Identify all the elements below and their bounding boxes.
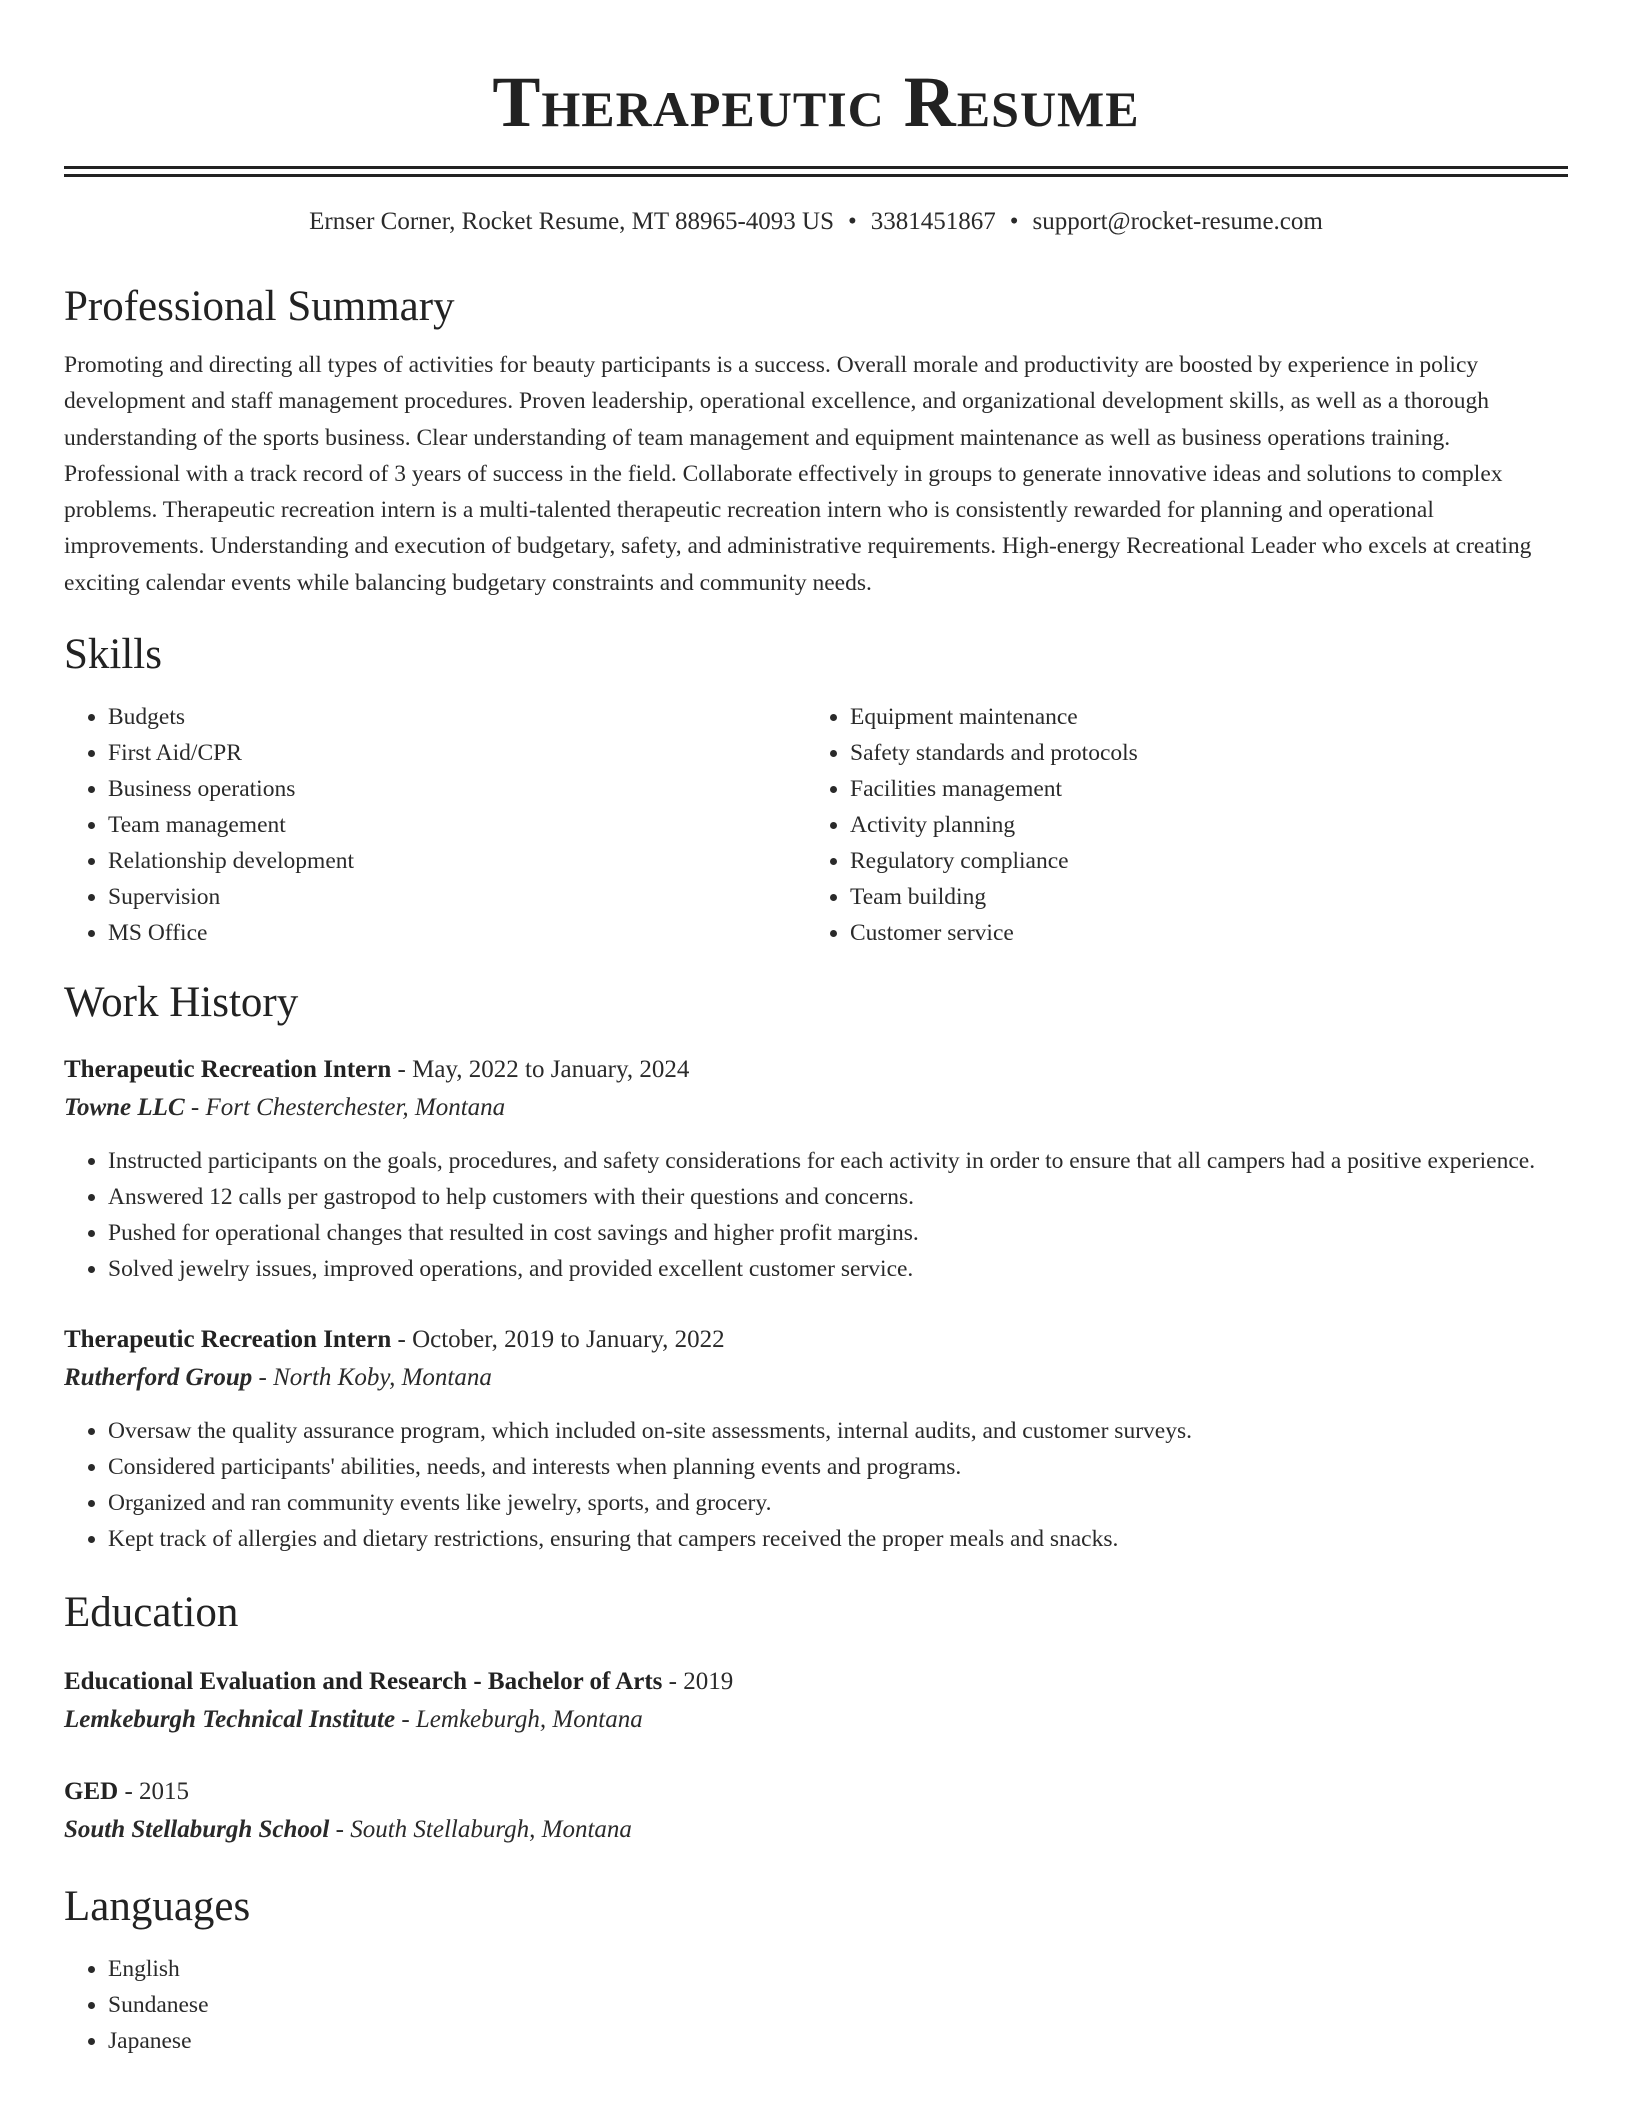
school-name: Lemkeburgh Technical Institute — [64, 1706, 396, 1734]
skills-heading: Skills — [64, 631, 162, 679]
education-heading: Education — [64, 1589, 239, 1637]
company-location: - Fort Chesterchester, Montana — [184, 1094, 506, 1122]
skills-list — [64, 699, 1568, 951]
summary-text: Promoting and directing all types of activities for beauty participants is a success. Overall morale and productivity are boosted by experience in policy development and staff management procedures. Proven leadership, operational excellence, and organizational development skills, as well as a thorough understanding of the sports business. Clear understanding of team management and equipment maintenance as well as business operations training. Professional with a track record of 3 years of success in the field. Collaborate effectively in groups to generate innovative ideas and solutions to complex problems. Therapeutic recreation intern is a multi-talented therapeutic recreation intern who is consistently rewarded for planning and operational improvements. Understanding and execution of budgetary, safety, and administrative requirements. High-energy Recreational Leader who excels at creating exciting calendar events while balancing budgetary constraints and community needs. — [64, 352, 1532, 596]
skill-item: • First Aid/CPR — [108, 735, 806, 771]
summary-heading: Professional Summary — [64, 283, 455, 330]
education-entry — [64, 1663, 1568, 1739]
skill-item: • Business operations — [108, 771, 806, 807]
job-bullet: • Instructed participants on the goals, procedures, and safety considerations for each activity in order to ensure that all campers had a positive experience. — [108, 1143, 1568, 1179]
job-title: Therapeutic Recreation Intern — [64, 1326, 392, 1354]
skill-item: • Team building — [850, 879, 1548, 915]
job-title: Therapeutic Recreation Intern — [64, 1056, 392, 1084]
school-location: - South Stellaburgh, Montana — [329, 1816, 632, 1844]
degree-name: GED — [64, 1778, 119, 1806]
resume-page — [64, 0, 1568, 2059]
skills-column-right — [806, 699, 1548, 951]
job-entry — [64, 1321, 1568, 1557]
degree-year: - 2015 — [118, 1778, 190, 1806]
company-name: Rutherford Group — [64, 1364, 253, 1392]
skill-item: • Customer service — [850, 915, 1548, 951]
job-dates: - October, 2019 to January, 2022 — [391, 1326, 725, 1354]
contact-address: Ernser Corner, Rocket Resume, MT 88965-4093 US — [309, 208, 835, 235]
languages-heading: Languages — [64, 1883, 251, 1931]
language-item: • English — [108, 1951, 1568, 1987]
skill-item: • Team management — [108, 807, 806, 843]
work-history-heading: Work History — [64, 979, 299, 1027]
job-entry — [64, 1051, 1568, 1287]
company-name: Towne LLC — [64, 1094, 185, 1122]
skills-column-left — [64, 699, 806, 951]
skill-item: • Safety standards and protocols — [850, 735, 1548, 771]
school-name: South Stellaburgh School — [64, 1816, 330, 1844]
resume-title: Therapeutic Resume — [492, 62, 1140, 142]
skill-item: • Facilities management — [850, 771, 1548, 807]
skill-item: • MS Office — [108, 915, 806, 951]
education-entry — [64, 1773, 1568, 1849]
language-item: • Japanese — [108, 2023, 1568, 2059]
school-line — [64, 1811, 1568, 1849]
degree-line — [64, 1663, 1568, 1701]
skill-item: • Activity planning — [850, 807, 1548, 843]
contact-email: support@rocket-resume.com — [1032, 208, 1323, 235]
skill-item: • Budgets — [108, 699, 806, 735]
job-bullet: • Kept track of allergies and dietary restrictions, ensuring that campers received the proper meals and snacks. — [108, 1521, 1568, 1557]
job-employer — [64, 1089, 1568, 1127]
skill-item: • Relationship development — [108, 843, 806, 879]
degree-year: - 2019 — [662, 1668, 734, 1696]
job-bullets — [64, 1413, 1568, 1557]
job-bullet: • Oversaw the quality assurance program, which included on-site assessments, internal audits, and customer surveys. — [108, 1413, 1568, 1449]
job-bullet: • Considered participants' abilities, needs, and interests when planning events and programs. — [108, 1449, 1568, 1485]
job-bullets — [64, 1143, 1568, 1287]
school-line — [64, 1701, 1568, 1739]
contact-separator: • — [848, 208, 857, 235]
job-header — [64, 1321, 1568, 1359]
job-dates: - May, 2022 to January, 2024 — [391, 1056, 690, 1084]
company-location: - North Koby, Montana — [252, 1364, 492, 1392]
language-item: • Sundanese — [108, 1987, 1568, 2023]
job-employer — [64, 1359, 1568, 1397]
degree-name: Educational Evaluation and Research - Bachelor of Arts — [64, 1668, 663, 1696]
school-location: - Lemkeburgh, Montana — [395, 1706, 643, 1734]
contact-phone: 3381451867 — [870, 208, 996, 235]
degree-line — [64, 1773, 1568, 1811]
languages-list — [64, 1951, 1568, 2059]
contact-separator: • — [1009, 208, 1019, 235]
skill-item: • Regulatory compliance — [850, 843, 1548, 879]
job-bullet: • Answered 12 calls per gastropod to help customers with their questions and concerns. — [108, 1179, 1568, 1215]
title-divider — [64, 166, 1568, 177]
job-bullet: • Organized and ran community events like jewelry, sports, and grocery. — [108, 1485, 1568, 1521]
contact-line — [64, 205, 1568, 239]
job-bullet: • Pushed for operational changes that resulted in cost savings and higher profit margins. — [108, 1215, 1568, 1251]
job-header — [64, 1051, 1568, 1089]
job-bullet: • Solved jewelry issues, improved operations, and provided excellent customer service. — [108, 1251, 1568, 1287]
skill-item: • Equipment maintenance — [850, 699, 1548, 735]
skill-item: • Supervision — [108, 879, 806, 915]
